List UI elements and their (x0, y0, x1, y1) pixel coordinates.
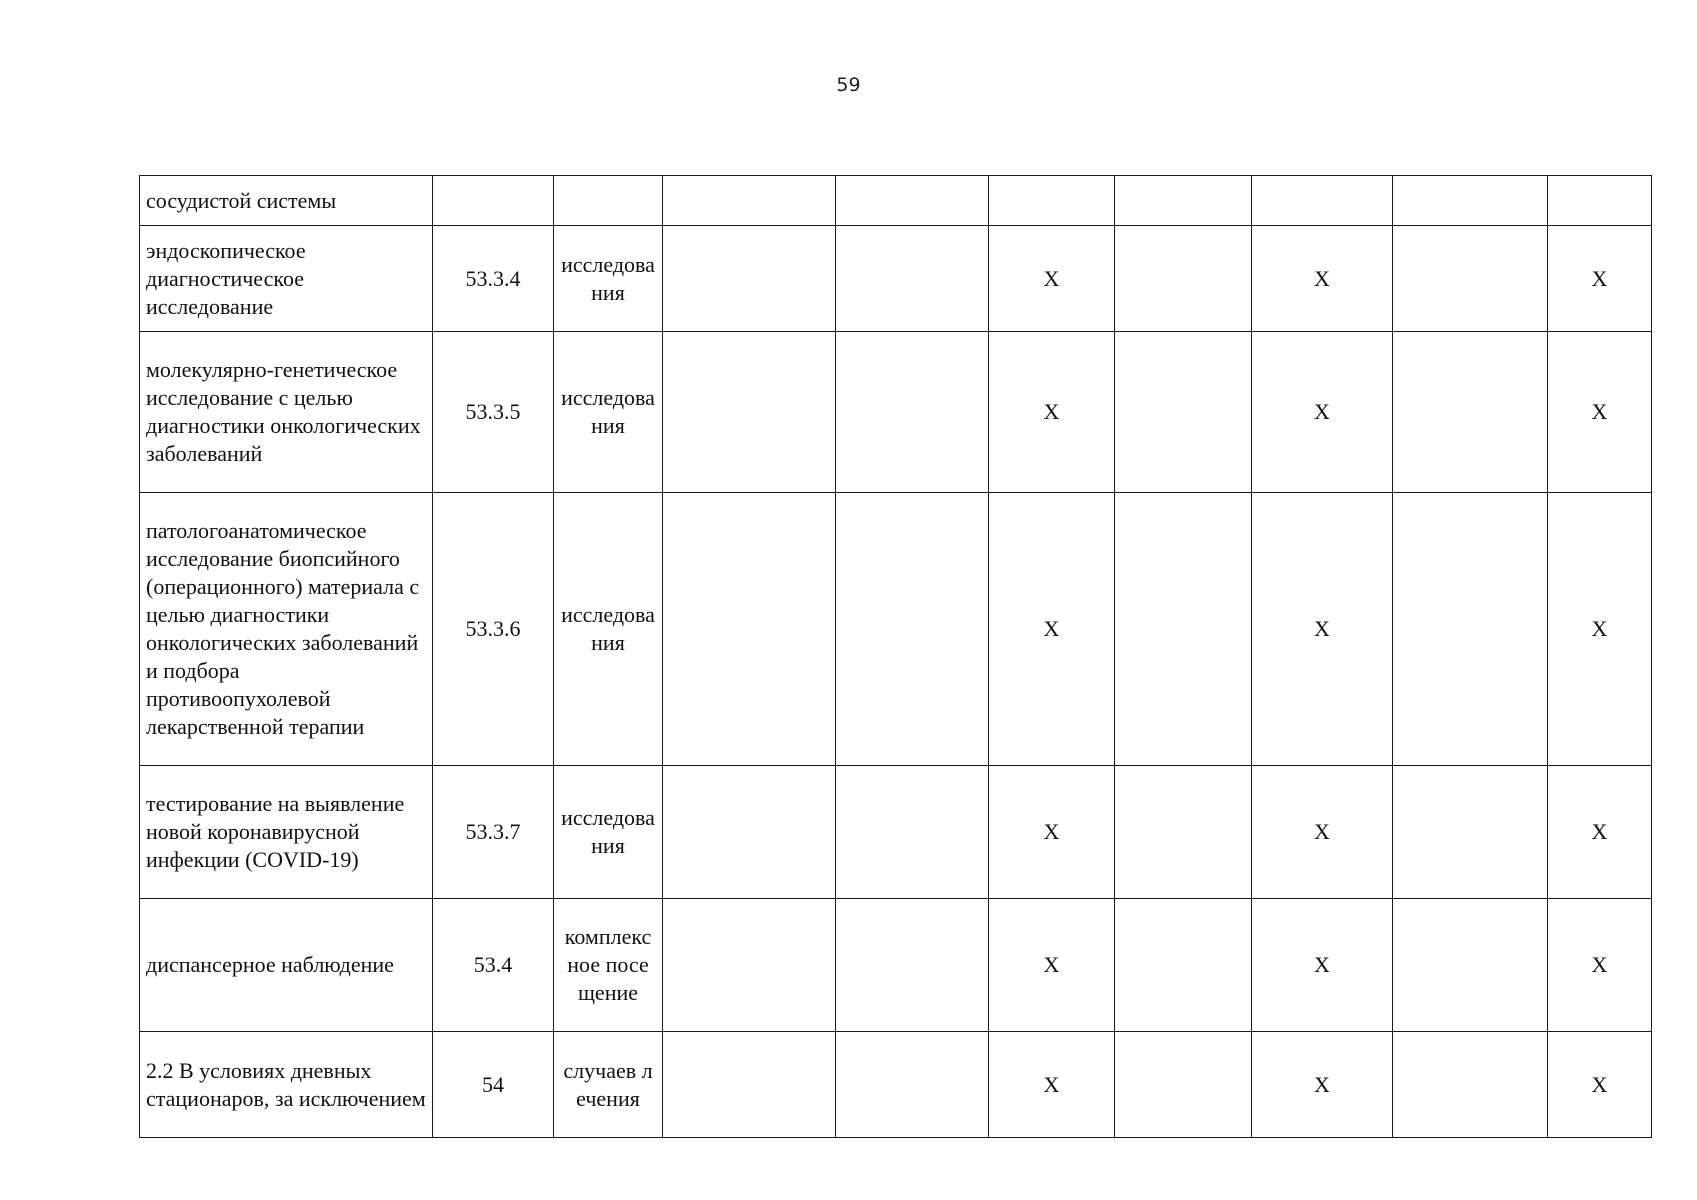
mark-cell: X (1548, 226, 1652, 332)
table-row (140, 493, 1652, 766)
mark-cell: X (989, 493, 1115, 766)
row-code: 53.3.7 (433, 766, 554, 899)
row-unit: исследования (554, 226, 663, 332)
empty-cell (836, 493, 989, 766)
mark-cell: X (1252, 493, 1393, 766)
empty-cell (1115, 766, 1252, 899)
empty-cell (663, 176, 836, 226)
mark-cell: X (989, 226, 1115, 332)
table-row (140, 899, 1652, 1032)
empty-cell (836, 1032, 989, 1138)
empty-cell (836, 899, 989, 1032)
mark-cell: X (989, 332, 1115, 493)
row-code: 53.3.6 (433, 493, 554, 766)
empty-cell (1393, 332, 1548, 493)
data-table (139, 175, 1652, 1138)
page-number: 59 (836, 74, 861, 96)
table-row (140, 332, 1652, 493)
mark-cell: X (1548, 493, 1652, 766)
empty-cell (836, 766, 989, 899)
mark-cell: X (1548, 766, 1652, 899)
row-name: 2.2 В условиях дневных стационаров, за исключением (140, 1032, 433, 1138)
empty-cell (1393, 493, 1548, 766)
row-name: тестирование на выявление новой коронавирусной инфекции (COVID-19) (140, 766, 433, 899)
mark-cell (989, 176, 1115, 226)
empty-cell (1115, 226, 1252, 332)
row-name: эндоскопическое диагностическое исследование (140, 226, 433, 332)
row-code (433, 176, 554, 226)
empty-cell (1393, 899, 1548, 1032)
empty-cell (663, 493, 836, 766)
mark-cell: X (1548, 1032, 1652, 1138)
empty-cell (1115, 176, 1252, 226)
table-row (140, 1032, 1652, 1138)
mark-cell: X (989, 899, 1115, 1032)
row-unit (554, 176, 663, 226)
empty-cell (663, 766, 836, 899)
table-row (140, 226, 1652, 332)
empty-cell (663, 332, 836, 493)
row-name: диспансерное наблюдение (140, 899, 433, 1032)
empty-cell (836, 332, 989, 493)
mark-cell: X (1252, 899, 1393, 1032)
mark-cell: X (1252, 226, 1393, 332)
empty-cell (1115, 332, 1252, 493)
mark-cell: X (1252, 332, 1393, 493)
mark-cell: X (1252, 1032, 1393, 1138)
mark-cell: X (1548, 332, 1652, 493)
empty-cell (1393, 766, 1548, 899)
mark-cell: X (989, 766, 1115, 899)
row-name: патологоанатомическое исследование биопсийного (операционного) материала с целью диагностики онкологических заболеваний и подбора противоопухолевой лекарственной терапии (140, 493, 433, 766)
mark-cell: X (989, 1032, 1115, 1138)
empty-cell (663, 1032, 836, 1138)
mark-cell (1548, 176, 1652, 226)
empty-cell (1115, 1032, 1252, 1138)
row-unit: исследования (554, 766, 663, 899)
row-unit: комплексное посещение (554, 899, 663, 1032)
mark-cell: X (1548, 899, 1652, 1032)
empty-cell (1393, 176, 1548, 226)
row-name: молекулярно-генетическое исследование с целью диагностики онкологических заболеваний (140, 332, 433, 493)
empty-cell (1393, 226, 1548, 332)
row-unit: случаев лечения (554, 1032, 663, 1138)
mark-cell (1252, 176, 1393, 226)
row-code: 53.3.5 (433, 332, 554, 493)
row-code: 53.3.4 (433, 226, 554, 332)
row-code: 54 (433, 1032, 554, 1138)
table-row (140, 176, 1652, 226)
empty-cell (663, 226, 836, 332)
row-unit: исследования (554, 332, 663, 493)
mark-cell: X (1252, 766, 1393, 899)
empty-cell (663, 899, 836, 1032)
table-row (140, 766, 1652, 899)
row-unit: исследования (554, 493, 663, 766)
empty-cell (836, 226, 989, 332)
empty-cell (1393, 1032, 1548, 1138)
row-name: сосудистой системы (140, 176, 433, 226)
row-code: 53.4 (433, 899, 554, 1032)
empty-cell (1115, 493, 1252, 766)
empty-cell (836, 176, 989, 226)
empty-cell (1115, 899, 1252, 1032)
